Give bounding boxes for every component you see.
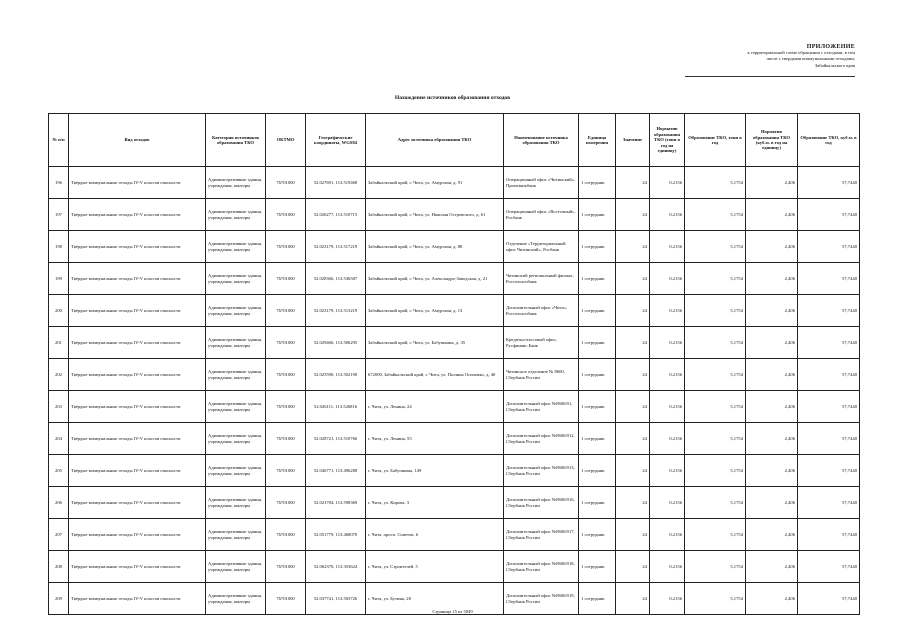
table-cell: Дополнительный офис «Чита», Россельхозбанк — [504, 295, 579, 327]
table-cell: Отделение «Территориальный офис Читинский», Росбанк — [504, 231, 579, 263]
table-cell: 1 сотрудник — [579, 583, 616, 615]
table-cell: 1 сотрудник — [579, 263, 616, 295]
table-cell: 24 — [616, 295, 650, 327]
table-cell: 52.051779, 113.468070 — [306, 519, 366, 551]
table-cell: 5,1754 — [685, 359, 746, 391]
table-cell: Административные здания, учреждения, конторы — [206, 263, 266, 295]
table-cell: 0,2156 — [650, 583, 685, 615]
table-cell: 0,2156 — [650, 359, 685, 391]
table-cell: 2,406 — [746, 167, 798, 199]
table-cell: Дополнительный офис №8600/01, Сбербанк России — [504, 391, 579, 423]
table-cell: 2,406 — [746, 423, 798, 455]
column-header: Образование ТКО, тонн в год — [685, 114, 746, 167]
table-cell: 2,406 — [746, 359, 798, 391]
table-cell: 57,7440 — [798, 487, 860, 519]
table-row — [49, 455, 860, 487]
table-cell: 0,2156 — [650, 423, 685, 455]
table-cell: 2,406 — [746, 583, 798, 615]
table-cell: 205 — [49, 455, 69, 487]
table-cell: Твёрдые коммунальные отходы IV-V классов опасности — [69, 263, 206, 295]
table-cell: 196 — [49, 167, 69, 199]
table-cell: Административные здания, учреждения, конторы — [206, 327, 266, 359]
table-cell: 2,406 — [746, 519, 798, 551]
column-header: № п/п — [49, 114, 69, 167]
table-cell: 5,1754 — [685, 455, 746, 487]
table-cell: 0,2156 — [650, 487, 685, 519]
table-cell: 0,2156 — [650, 263, 685, 295]
table-cell: 1 сотрудник — [579, 167, 616, 199]
table-cell: 202 — [49, 359, 69, 391]
appendix-block — [685, 44, 855, 69]
table-body — [49, 167, 860, 615]
table-cell: 52.028366, 113.536587 — [306, 263, 366, 295]
table-cell: 76701000 — [266, 167, 306, 199]
column-header: Значение — [616, 114, 650, 167]
table-row — [49, 551, 860, 583]
table-cell: 57,7440 — [798, 423, 860, 455]
table-cell: Забайкальский край, г. Чита, ул. Александро-Заводская, д. 21 — [366, 263, 504, 295]
appendix-line: числе с твердыми коммунальными отходами, — [766, 56, 855, 62]
table-cell: 197 — [49, 199, 69, 231]
table-cell: Читинское отделение № 8600, Сбербанк России — [504, 359, 579, 391]
table-cell: 24 — [616, 487, 650, 519]
column-header: ОКТМО — [266, 114, 306, 167]
table-row — [49, 167, 860, 199]
table-row — [49, 391, 860, 423]
table-cell: г. Чита, ул. Строителей, 5 — [366, 551, 504, 583]
table-cell: Дополнительный офис №8600/013, Сбербанк России — [504, 455, 579, 487]
table-cell: 0,2156 — [650, 551, 685, 583]
table-cell: г. Чита, ул. Ленина, 55 — [366, 423, 504, 455]
column-header: Единица измерения — [579, 114, 616, 167]
table-cell: Забайкальский край, г. Чита, ул. Бабушкина, д. 35 — [366, 327, 504, 359]
table-cell: Твёрдые коммунальные отходы IV-V классов опасности — [69, 487, 206, 519]
table-cell: 1 сотрудник — [579, 391, 616, 423]
table-cell: 76701000 — [266, 519, 306, 551]
table-cell: 24 — [616, 199, 650, 231]
table-cell: Твёрдые коммунальные отходы IV-V классов опасности — [69, 199, 206, 231]
appendix-heading: ПРИЛОЖЕНИЕ — [806, 44, 855, 50]
table-cell: 0,2156 — [650, 295, 685, 327]
table-cell: 2,406 — [746, 487, 798, 519]
table-cell: 57,7440 — [798, 455, 860, 487]
table-cell: Дополнительный офис №8600/012, Сбербанк России — [504, 423, 579, 455]
table-cell: 0,2156 — [650, 167, 685, 199]
table-cell: 207 — [49, 519, 69, 551]
table-cell: 0,2156 — [650, 327, 685, 359]
table-cell: 5,1754 — [685, 167, 746, 199]
table-cell: 2,406 — [746, 551, 798, 583]
appendix-rule — [685, 76, 855, 77]
table-cell: 5,1754 — [685, 231, 746, 263]
table-cell: 57,7440 — [798, 327, 860, 359]
table-row — [49, 295, 860, 327]
table-cell: Забайкальский край, г. Чита, ул. Николая Островского, д. 61 — [366, 199, 504, 231]
table-cell: 76701000 — [266, 583, 306, 615]
table-cell: Твёрдые коммунальные отходы IV-V классов опасности — [69, 455, 206, 487]
table-cell: 5,1754 — [685, 583, 746, 615]
table-cell: г. Чита, ул. Бабушкина, 149 — [366, 455, 504, 487]
column-header: Адрес источника образования ТКО — [366, 114, 504, 167]
table-cell: 24 — [616, 263, 650, 295]
column-header: Вид отходов — [69, 114, 206, 167]
table-cell: 2,406 — [746, 199, 798, 231]
table-cell: Административные здания, учреждения, конторы — [206, 551, 266, 583]
table-cell: Твёрдые коммунальные отходы IV-V классов опасности — [69, 391, 206, 423]
table-cell: 52.026111, 113.526816 — [306, 391, 366, 423]
table-cell: 200 — [49, 295, 69, 327]
table-cell: Твёрдые коммунальные отходы IV-V классов опасности — [69, 519, 206, 551]
table-cell: 5,1754 — [685, 263, 746, 295]
table-cell: 0,2156 — [650, 231, 685, 263]
table-cell: Твёрдые коммунальные отходы IV-V классов опасности — [69, 583, 206, 615]
table-cell: 52.037741, 113.503726 — [306, 583, 366, 615]
table-cell: 57,7440 — [798, 167, 860, 199]
table-cell: 24 — [616, 359, 650, 391]
table-cell: Административные здания, учреждения, конторы — [206, 359, 266, 391]
table-cell: 57,7440 — [798, 359, 860, 391]
table-cell: 5,1754 — [685, 519, 746, 551]
table-cell: 76701000 — [266, 359, 306, 391]
table-cell: 76701000 — [266, 487, 306, 519]
column-header: Норматив образования ТКО (куб.м. в год на единицу) — [746, 114, 798, 167]
table-cell: 209 — [49, 583, 69, 615]
table-cell: 24 — [616, 519, 650, 551]
table-cell: Административные здания, учреждения, конторы — [206, 487, 266, 519]
table-cell: 52.062370, 113.353624 — [306, 551, 366, 583]
table-cell: Читинский региональный филиал, Россельхозбанк — [504, 263, 579, 295]
table-cell: 5,1754 — [685, 487, 746, 519]
table-cell: Операционный офис «Восточный», Росбанк — [504, 199, 579, 231]
table-cell: Твёрдые коммунальные отходы IV-V классов опасности — [69, 359, 206, 391]
table-cell: Административные здания, учреждения, конторы — [206, 583, 266, 615]
table-cell: Административные здания, учреждения, конторы — [206, 231, 266, 263]
table-row — [49, 359, 860, 391]
table-cell: 199 — [49, 263, 69, 295]
table-cell: Дополнительный офис №8600/018, Сбербанк России — [504, 551, 579, 583]
table-row — [49, 327, 860, 359]
table-row — [49, 519, 860, 551]
table-cell: Дополнительный офис №8600/016, Сбербанк России — [504, 487, 579, 519]
table-cell: 0,2156 — [650, 519, 685, 551]
table-cell: 24 — [616, 167, 650, 199]
table-row — [49, 231, 860, 263]
table-cell: 0,2156 — [650, 391, 685, 423]
table-cell: 2,406 — [746, 455, 798, 487]
table-cell: 76701000 — [266, 295, 306, 327]
table-cell: 1 сотрудник — [579, 327, 616, 359]
table-cell: 5,1754 — [685, 199, 746, 231]
table-cell: 2,406 — [746, 391, 798, 423]
table-cell: 57,7440 — [798, 263, 860, 295]
table-cell: Административные здания, учреждения, конторы — [206, 199, 266, 231]
table-cell: 52.021784, 113.598369 — [306, 487, 366, 519]
table-row — [49, 487, 860, 519]
table-row — [49, 199, 860, 231]
table-cell: 52.027691, 113.519468 — [306, 167, 366, 199]
table-cell: 1 сотрудник — [579, 199, 616, 231]
table-cell: 76701000 — [266, 455, 306, 487]
table-cell: 52.046771, 113.496288 — [306, 455, 366, 487]
table-cell: Твёрдые коммунальные отходы IV-V классов опасности — [69, 231, 206, 263]
column-header: Образование ТКО, куб.м. в год — [798, 114, 860, 167]
table-cell: Операционный офис «Читинский», Промсвязьбанк — [504, 167, 579, 199]
table-row — [49, 423, 860, 455]
table-cell: 2,406 — [746, 263, 798, 295]
table-cell: 76701000 — [266, 391, 306, 423]
table-cell: 203 — [49, 391, 69, 423]
table-cell: 76701000 — [266, 423, 306, 455]
table-cell: Твёрдые коммунальные отходы IV-V классов опасности — [69, 167, 206, 199]
appendix-line: к территориальной схеме обращения с отходами, в том — [747, 50, 855, 56]
table-cell: 24 — [616, 423, 650, 455]
table-cell: Кредитно-кассовый офис, Русфинанс Банк — [504, 327, 579, 359]
table-cell: 76701000 — [266, 231, 306, 263]
table-cell: Дополнительный офис №8600/019, Сбербанк России — [504, 583, 579, 615]
table-cell: Административные здания, учреждения, конторы — [206, 423, 266, 455]
table-cell: 57,7440 — [798, 199, 860, 231]
table-cell: 672000, Забайкальский край, г. Чита, ул. Полины Осипенко, д. 40 — [366, 359, 504, 391]
table-cell: 24 — [616, 551, 650, 583]
table-cell: 57,7440 — [798, 391, 860, 423]
table-cell: 206 — [49, 487, 69, 519]
table-cell: 1 сотрудник — [579, 519, 616, 551]
table-row — [49, 263, 860, 295]
table-cell: 1 сотрудник — [579, 487, 616, 519]
table-cell: 52.023179, 113.513219 — [306, 295, 366, 327]
table-cell: 5,1754 — [685, 551, 746, 583]
table-cell: 76701000 — [266, 199, 306, 231]
table-cell: Административные здания, учреждения, конторы — [206, 295, 266, 327]
table-cell: Твёрдые коммунальные отходы IV-V классов опасности — [69, 423, 206, 455]
table-cell: г. Чита, ул. Кирова, 3 — [366, 487, 504, 519]
table-cell: 0,2156 — [650, 199, 685, 231]
table-cell: 24 — [616, 391, 650, 423]
table-cell: 204 — [49, 423, 69, 455]
table-cell: 5,1754 — [685, 391, 746, 423]
document-title: Нахождение источников образования отходов — [394, 95, 511, 101]
table-cell: 76701000 — [266, 327, 306, 359]
table-cell: 2,406 — [746, 327, 798, 359]
table-cell: Дополнительный офис №8600/017, Сбербанк России — [504, 519, 579, 551]
table-cell: 52.023179, 113.517219 — [306, 231, 366, 263]
table-cell: 2,406 — [746, 295, 798, 327]
table-cell: Административные здания, учреждения, конторы — [206, 391, 266, 423]
table-cell: Твёрдые коммунальные отходы IV-V классов опасности — [69, 551, 206, 583]
table-cell: 0,2156 — [650, 455, 685, 487]
table-cell: 57,7440 — [798, 551, 860, 583]
table-cell: 76701000 — [266, 263, 306, 295]
table-cell: Забайкальский край, г. Чита, ул. Амурская, д. 91 — [366, 167, 504, 199]
table-cell: 1 сотрудник — [579, 295, 616, 327]
table-cell: Твёрдые коммунальные отходы IV-V классов опасности — [69, 295, 206, 327]
page-footer: Страница 15 из 5049 — [432, 609, 473, 614]
table-cell: 52.025590, 113.502190 — [306, 359, 366, 391]
table-cell: 57,7440 — [798, 295, 860, 327]
appendix-line: Забайкальского края — [814, 62, 855, 68]
table-cell: 2,406 — [746, 231, 798, 263]
table-cell: 5,1754 — [685, 423, 746, 455]
table-cell: 1 сотрудник — [579, 423, 616, 455]
table-cell: г. Чита, просп. Советов, 6 — [366, 519, 504, 551]
table-cell: 57,7440 — [798, 519, 860, 551]
table-cell: Твёрдые коммунальные отходы IV-V классов опасности — [69, 327, 206, 359]
table-cell: 57,7440 — [798, 231, 860, 263]
table-cell: Забайкальский край, г. Чита, ул. Амурская, д. 13 — [366, 295, 504, 327]
sources-table — [48, 113, 860, 615]
table-cell: Административные здания, учреждения, конторы — [206, 519, 266, 551]
table-cell: 201 — [49, 327, 69, 359]
column-header: Норматив образования ТКО (тонн в год на единицу) — [650, 114, 685, 167]
table-cell: 24 — [616, 231, 650, 263]
table-cell: 76701000 — [266, 551, 306, 583]
table-cell: 1 сотрудник — [579, 551, 616, 583]
table-cell: 1 сотрудник — [579, 455, 616, 487]
table-cell: 52.026277, 113.510715 — [306, 199, 366, 231]
table-cell: 24 — [616, 327, 650, 359]
table-cell: 52.028721, 113.510766 — [306, 423, 366, 455]
table-cell: 24 — [616, 455, 650, 487]
column-header: Наименование источника образования ТКО — [504, 114, 579, 167]
table-header-row — [49, 114, 860, 167]
table-cell: 24 — [616, 583, 650, 615]
table-cell: 208 — [49, 551, 69, 583]
table-cell: 1 сотрудник — [579, 359, 616, 391]
table-cell: 1 сотрудник — [579, 231, 616, 263]
table-cell: 57,7440 — [798, 583, 860, 615]
table-cell: г. Чита, ул. Ленина, 24 — [366, 391, 504, 423]
table-cell: Административные здания, учреждения, конторы — [206, 167, 266, 199]
column-header: Географические координаты, WGS84 — [306, 114, 366, 167]
table-cell: 5,1754 — [685, 327, 746, 359]
table-cell: Забайкальский край, г. Чита, ул. Амурская, д. 88 — [366, 231, 504, 263]
table-cell: 5,1754 — [685, 295, 746, 327]
table-cell: 198 — [49, 231, 69, 263]
table-cell: Административные здания, учреждения, конторы — [206, 455, 266, 487]
table-cell: г. Чита, ул. Бутина, 28 — [366, 583, 504, 615]
table-cell: 52.029466, 113.506295 — [306, 327, 366, 359]
column-header: Категория источников образования ТКО — [206, 114, 266, 167]
